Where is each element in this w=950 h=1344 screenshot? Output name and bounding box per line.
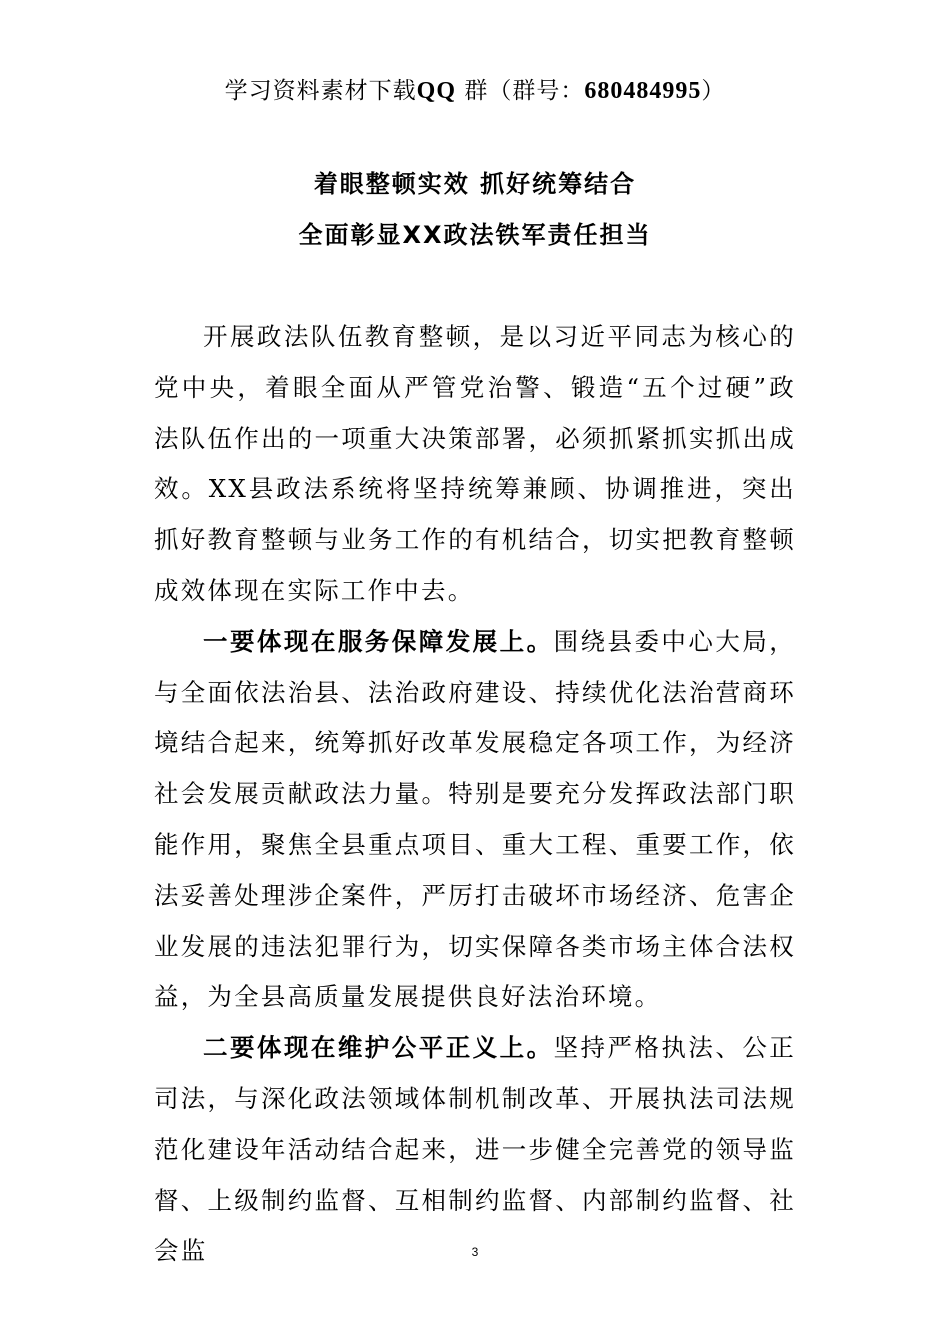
document-body: [154, 312, 796, 1277]
paragraph-lead: 二要体现在维护公平正义上。: [203, 1033, 554, 1063]
paragraph-text: 坚持严格执法、公正司法，与深化政法领域体制机制改革、开展执法司法规范化建设年活动结合起来，进一步健全完善党的领导监督、上级制约监督、互相制约监督、内部制约监督、社会监: [154, 1033, 796, 1266]
document-title-line-1: 着眼整顿实效 抓好统筹结合: [313, 170, 637, 198]
header-group-open: 群（群号：: [456, 78, 585, 104]
paragraph-intro: [154, 312, 796, 617]
header-qq: QQ: [416, 78, 457, 104]
paragraph-text: 开展政法队伍教育整顿，是以习近平同志为核心的党中央，着眼全面从严管党治警、锻造“五个过硬”政法队伍作出的一项重大决策部署，必须抓紧抓实抓出成效。XX县政法系统将坚持统筹兼顾、协调推进，突出抓好教育整顿与业务工作的有机结合，切实把教育整顿成效体现在实际工作中去。: [154, 322, 796, 605]
paragraph-service-development: [154, 617, 796, 1023]
header-group-close: ）: [701, 78, 726, 104]
paragraph-fairness-justice: [154, 1023, 796, 1277]
header-prefix: 学习资料素材下载: [224, 78, 417, 104]
paragraph-lead: 一要体现在服务保障发展上。: [203, 626, 554, 656]
header-group-number: 680484995: [584, 78, 702, 104]
paragraph-text: 围绕县委中心大局，与全面依法治县、法治政府建设、持续优化法治营商环境结合起来，统筹抓好改革发展稳定各项工作，为经济社会发展贡献政法力量。特别是要充分发挥政法部门职能作用，聚焦全县重点项目、重大工程、重要工作，依法妥善处理涉企案件，严厉打击破坏市场经济、危害企业发展的违法犯罪行为，切实保障各类市场主体合法权益，为全县高质量发展提供良好法治环境。: [154, 626, 796, 1012]
document-title-line-2: 全面彰显XX政法铁军责任担当: [298, 221, 652, 249]
page-number: 3: [471, 1245, 479, 1259]
header-line: [0, 76, 950, 106]
